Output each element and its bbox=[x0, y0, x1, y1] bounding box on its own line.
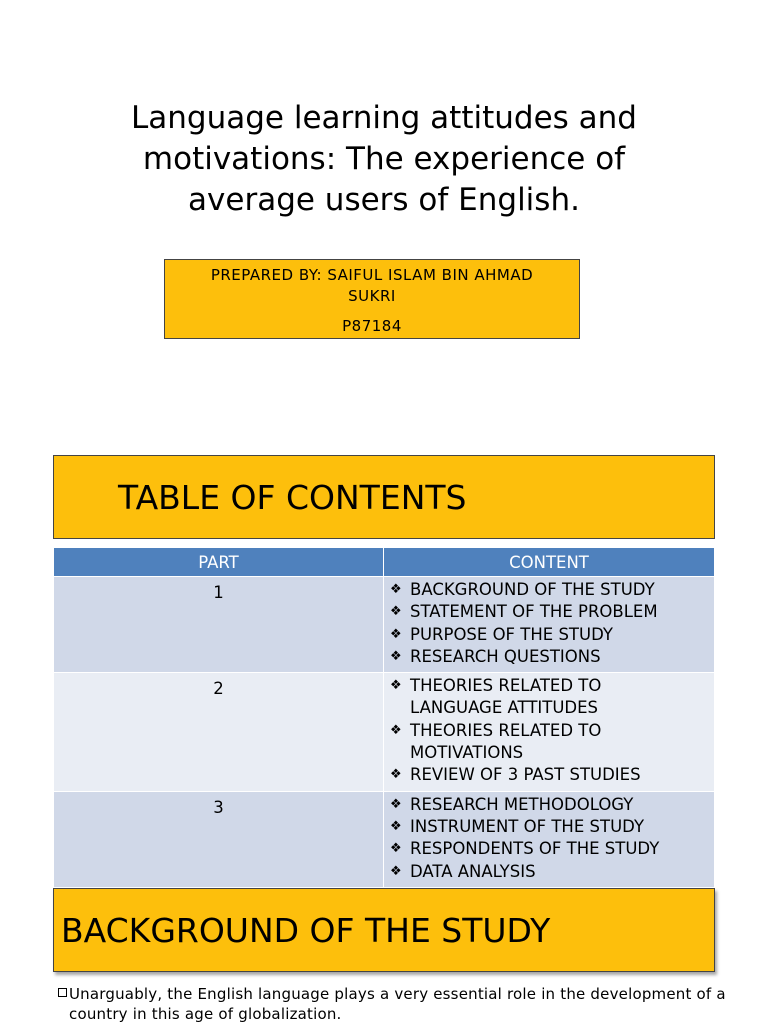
list-item bbox=[390, 720, 714, 765]
toc-heading-box bbox=[53, 455, 715, 539]
toc-heading: TABLE OF CONTENTS bbox=[118, 478, 467, 517]
background-heading: BACKGROUND OF THE STUDY bbox=[61, 911, 551, 950]
list-item-line: THEORIES RELATED TO bbox=[410, 720, 602, 740]
part-number: 1 bbox=[54, 577, 384, 673]
title-slide bbox=[0, 0, 768, 440]
list-item: ❖ RESPONDENTS OF THE STUDY bbox=[390, 838, 714, 860]
toc-header-row bbox=[54, 548, 715, 577]
bullet-text: Unarguably, the English language plays a very essential role in the development of a country in this age of globalization. bbox=[69, 985, 726, 1023]
content-list bbox=[390, 675, 714, 786]
list-item: ❖ STATEMENT OF THE PROBLEM bbox=[390, 601, 714, 623]
presentation-title bbox=[60, 98, 708, 221]
title-line: average users of English. bbox=[188, 182, 580, 218]
toc-table bbox=[53, 547, 715, 888]
content-list bbox=[390, 579, 714, 668]
part-number: 3 bbox=[54, 791, 384, 887]
column-header-part: PART bbox=[54, 548, 384, 577]
background-heading-box bbox=[53, 888, 715, 972]
background-bullet bbox=[58, 984, 749, 1024]
list-item-line: LANGUAGE ATTITUDES bbox=[410, 698, 599, 718]
prepared-by-line: PREPARED BY: SAIFUL ISLAM BIN AHMAD bbox=[210, 266, 534, 284]
list-item: ❖ INSTRUMENT OF THE STUDY bbox=[390, 816, 714, 838]
table-row bbox=[54, 673, 715, 791]
list-item-line: MOTIVATIONS bbox=[410, 743, 524, 763]
list-item: ❖ RESEARCH QUESTIONS bbox=[390, 646, 714, 668]
student-id: P87184 bbox=[342, 317, 402, 335]
content-cell bbox=[384, 577, 715, 673]
background-slide bbox=[0, 878, 768, 1024]
list-item: ❖ BACKGROUND OF THE STUDY bbox=[390, 579, 714, 601]
toc-slide bbox=[0, 455, 768, 881]
list-item: ❖ DATA ANALYSIS bbox=[390, 861, 714, 883]
part-number: 2 bbox=[54, 673, 384, 791]
list-item-line: THEORIES RELATED TO bbox=[410, 676, 602, 696]
content-list bbox=[390, 794, 714, 883]
content-cell bbox=[384, 791, 715, 887]
table-row bbox=[54, 791, 715, 887]
column-header-content: CONTENT bbox=[384, 548, 715, 577]
list-item: ❖ RESEARCH METHODOLOGY bbox=[390, 794, 714, 816]
prepared-by-line: SUKRI bbox=[348, 287, 396, 305]
checkbox-bullet-icon bbox=[58, 988, 67, 997]
list-item: ❖ REVIEW OF 3 PAST STUDIES bbox=[390, 764, 714, 786]
content-cell bbox=[384, 673, 715, 791]
prepared-by-box bbox=[164, 259, 580, 339]
title-line: Language learning attitudes and bbox=[131, 100, 637, 136]
title-line: motivations: The experience of bbox=[142, 141, 626, 177]
list-item: ❖ PURPOSE OF THE STUDY bbox=[390, 624, 714, 646]
table-row bbox=[54, 577, 715, 673]
list-item bbox=[390, 675, 714, 720]
